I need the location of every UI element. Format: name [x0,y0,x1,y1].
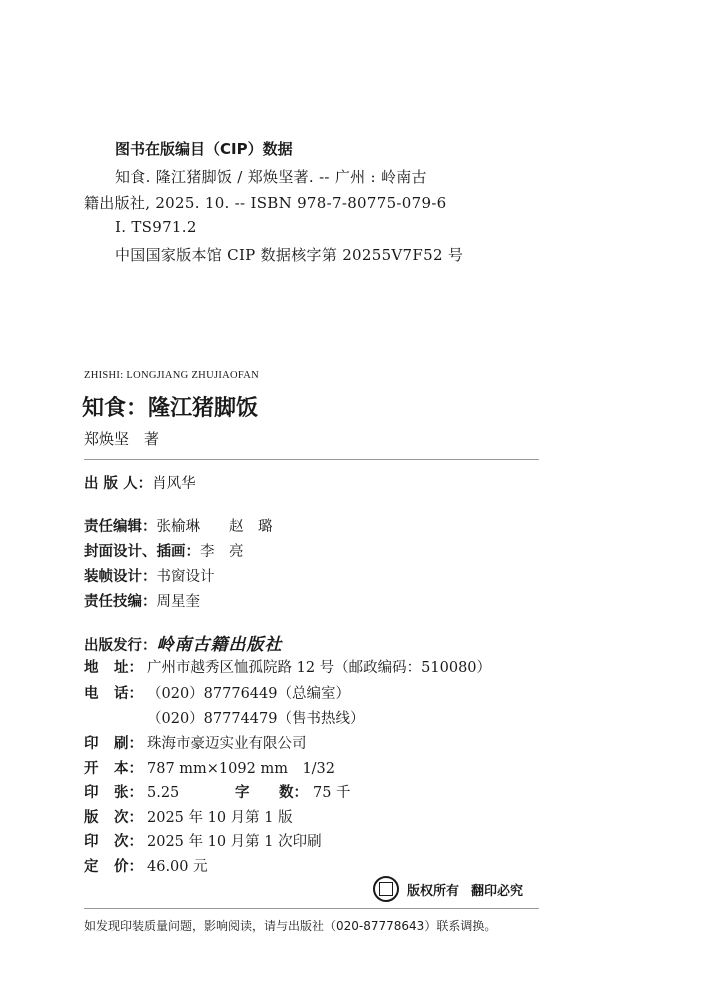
rights-text: 版权所有 翻印必究 [407,883,524,899]
publisher-label: 出版发行： [84,638,157,654]
divider [84,459,539,460]
printer-label: 印 刷： [84,736,143,752]
edition: 2025 年 10 月第 1 版 [147,810,293,826]
quality-notice: 如发现印装质量问题，影响阅读，请与出版社（020-87778643）联系调换。 [84,919,497,933]
footer-divider [84,908,539,909]
edition-label: 版 次： [84,810,143,826]
phone-label: 电 话： [84,686,143,702]
address-label: 地 址： [84,660,143,676]
phone-1: （020）87776449（总编室） [147,686,350,702]
cip-title: 图书在版编目（CIP）数据 [115,140,293,158]
printing-label: 印 次： [84,834,143,850]
address: 广州市越秀区恤孤院路 12 号（邮政编码：510080） [147,660,492,676]
cover-row [84,540,244,561]
publisher-seal-icon [373,876,399,902]
printer-row [84,732,307,753]
format-label: 开 本： [84,761,143,777]
book-pinyin: ZHISHI: LONGJIANG ZHUJIAOFAN [84,370,260,381]
words-label: 字 数： [235,785,308,801]
cover-label: 封面设计、插画： [84,544,200,560]
format-row [84,757,335,778]
binding-label: 装帧设计： [84,569,157,585]
phone-2: （020）87774479（售书热线） [147,711,365,727]
publisher-person: 肖风华 [152,476,196,492]
address-row [84,656,491,677]
printing: 2025 年 10 月第 1 次印刷 [147,834,322,850]
book-title: 知食：隆江猪脚饭 [82,396,259,421]
publisher-person-label: 出 版 人： [84,476,153,492]
cover: 李 亮 [200,544,244,560]
edition-row [84,806,293,827]
binding-row [84,565,215,586]
phone-row-2 [147,707,364,728]
phone-row [84,682,350,703]
price: 46.00 元 [147,859,208,875]
publisher-row [84,630,283,655]
cip-line-4: 中国国家版本馆 CIP 数据核字第 20255V7F52 号 [115,246,464,264]
printing-row [84,830,322,851]
rights-block [373,876,523,902]
price-label: 定 价： [84,859,143,875]
tech: 周星奎 [156,594,200,610]
tech-row [84,590,200,611]
sheets-label: 印 张： [84,785,143,801]
words: 75 千 [313,785,351,801]
price-row [84,855,208,876]
sheets-row [84,781,351,802]
tech-label: 责任技编： [84,594,157,610]
cip-line-3: Ⅰ. TS971.2 [115,218,197,236]
editor: 张榆琳 赵 璐 [156,519,273,535]
printer: 珠海市豪迈实业有限公司 [147,736,307,752]
cip-line-2: 籍出版社, 2025. 10. -- ISBN 978-7-80775-079-6 [84,194,447,212]
sheets: 5.25 [147,785,180,801]
editor-label: 责任编辑： [84,519,157,535]
book-author: 郑焕坚 著 [84,430,160,448]
cip-line-1: 知食. 隆江猪脚饭 / 郑焕坚著. -- 广州 : 岭南古 [115,168,427,186]
format: 787 mm×1092 mm 1/32 [147,761,336,777]
editor-row [84,515,273,536]
publisher-logotype: 岭南古籍出版社 [156,635,283,655]
binding: 书窗设计 [156,569,215,585]
publisher-person-row [84,472,196,493]
